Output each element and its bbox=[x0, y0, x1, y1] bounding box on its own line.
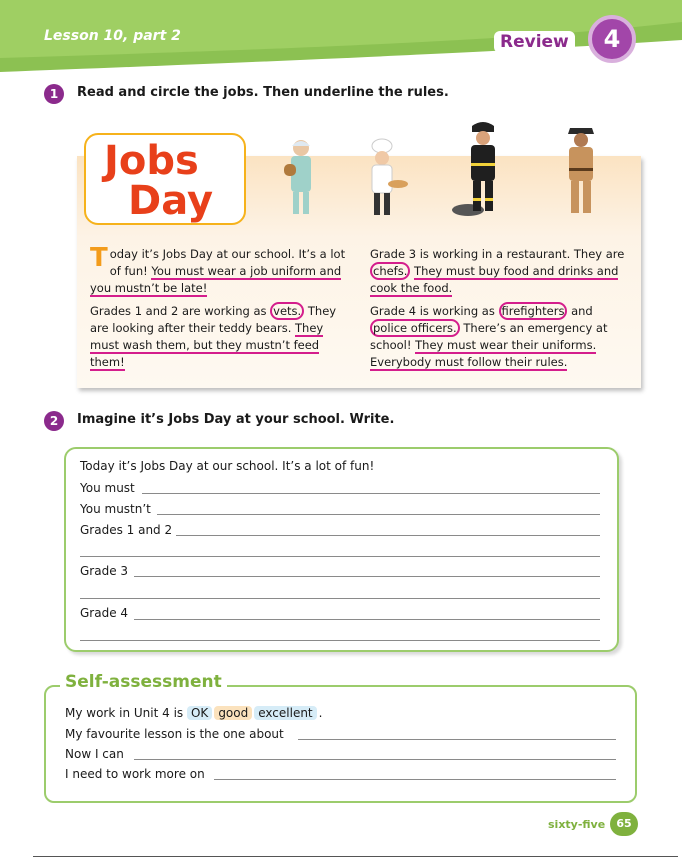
right-p1-text-a: Grade 3 is working in a restaurant. They are bbox=[370, 247, 625, 261]
right-paragraph-2 bbox=[370, 303, 632, 371]
answer-line-grades-1-2[interactable] bbox=[176, 535, 600, 536]
answer-line-grades-1-2-extra[interactable] bbox=[80, 556, 600, 557]
sa-line-1-prefix: My work in Unit 4 is bbox=[65, 706, 184, 720]
answer-line-grade-4-extra[interactable] bbox=[80, 640, 600, 641]
sa-now-i-can-label: Now I can bbox=[65, 747, 124, 761]
prompt-grade-3: Grade 3 bbox=[80, 564, 129, 578]
reading-left-column bbox=[90, 243, 350, 371]
writing-panel bbox=[64, 447, 619, 652]
lesson-label: Lesson 10, part 2 bbox=[44, 28, 181, 44]
vet-figure bbox=[276, 136, 326, 220]
sa-favourite-lesson-label: My favourite lesson is the one about bbox=[65, 727, 284, 741]
answer-line-mustnt[interactable] bbox=[157, 514, 600, 515]
option-good[interactable]: good bbox=[214, 706, 252, 720]
left-p1-text: oday it’s Jobs Day at our school. It’s a lot of fun! bbox=[109, 247, 346, 278]
answer-line-grade-3-extra[interactable] bbox=[80, 598, 600, 599]
prompt-grade-4: Grade 4 bbox=[80, 606, 129, 620]
option-excellent[interactable]: excellent bbox=[254, 706, 316, 720]
left-p2-text-b: They are looking after their teddy bears. bbox=[90, 304, 337, 335]
left-paragraph-1 bbox=[90, 243, 350, 297]
left-paragraph-2 bbox=[90, 303, 350, 371]
rule-uniforms: They must wear their uniforms. Everybody must follow their rules. bbox=[370, 338, 597, 369]
title-day: Day bbox=[128, 178, 214, 224]
right-p2-text-c: There’s an emergency at school! bbox=[370, 321, 608, 352]
rule-food: They must buy food and drinks and cook the food. bbox=[370, 264, 619, 295]
rule-uniform: You must wear a job uniform and you mustn’t be late! bbox=[90, 264, 342, 295]
firefighter-figure bbox=[448, 118, 518, 222]
self-assessment-title: Self-assessment bbox=[60, 672, 227, 692]
rule-teddy-bears: They must wash them, but they mustn’t feed them! bbox=[90, 321, 324, 369]
chef-figure bbox=[360, 138, 410, 220]
sa-line-1 bbox=[65, 706, 322, 720]
page-word: sixty-five bbox=[548, 818, 606, 831]
answer-line-grade-3[interactable] bbox=[134, 576, 600, 577]
job-police-officers: police officers. bbox=[370, 319, 460, 337]
answer-line-grade-4[interactable] bbox=[134, 619, 600, 620]
sa-favourite-lesson-line[interactable] bbox=[298, 739, 616, 740]
jobs-day-title bbox=[84, 133, 246, 225]
sa-work-more-label: I need to work more on bbox=[65, 767, 205, 781]
prompt-you-must: You must bbox=[80, 481, 135, 495]
unit-badge: 4 bbox=[588, 15, 636, 63]
prompt-grades-1-2: Grades 1 and 2 bbox=[80, 523, 173, 537]
right-paragraph-1 bbox=[370, 246, 632, 297]
prompt-you-mustnt: You mustn’t bbox=[80, 502, 151, 516]
option-ok[interactable]: OK bbox=[187, 706, 212, 720]
activity-1-instruction: Read and circle the jobs. Then underline the rules. bbox=[77, 85, 449, 100]
title-jobs: Jobs bbox=[104, 138, 199, 184]
sa-work-more-line[interactable] bbox=[214, 779, 616, 780]
activity-2-number: 2 bbox=[44, 411, 64, 431]
job-vets: vets. bbox=[270, 302, 304, 320]
job-firefighters: firefighters bbox=[499, 302, 568, 320]
right-p2-text-b: and bbox=[567, 304, 593, 318]
activity-1-number: 1 bbox=[44, 84, 64, 104]
review-label: Review bbox=[494, 31, 575, 53]
reading-right-column bbox=[370, 246, 632, 371]
page-bottom-rule bbox=[33, 856, 678, 857]
answer-line-must[interactable] bbox=[142, 493, 600, 494]
self-assessment-panel bbox=[44, 685, 637, 803]
sa-now-i-can-line[interactable] bbox=[134, 759, 616, 760]
sa-line-1-suffix: . bbox=[318, 706, 323, 720]
right-p2-text-a: Grade 4 is working as bbox=[370, 304, 499, 318]
activity-2-instruction: Imagine it’s Jobs Day at your school. Write. bbox=[77, 412, 395, 427]
writing-line-intro: Today it’s Jobs Day at our school. It’s a lot of fun! bbox=[80, 459, 375, 473]
page-number-badge: 65 bbox=[610, 812, 638, 836]
job-chefs: chefs. bbox=[370, 262, 410, 280]
police-officer-figure bbox=[556, 120, 606, 220]
left-p2-text-a: Grades 1 and 2 are working as bbox=[90, 304, 271, 318]
drop-cap: T bbox=[90, 243, 108, 273]
